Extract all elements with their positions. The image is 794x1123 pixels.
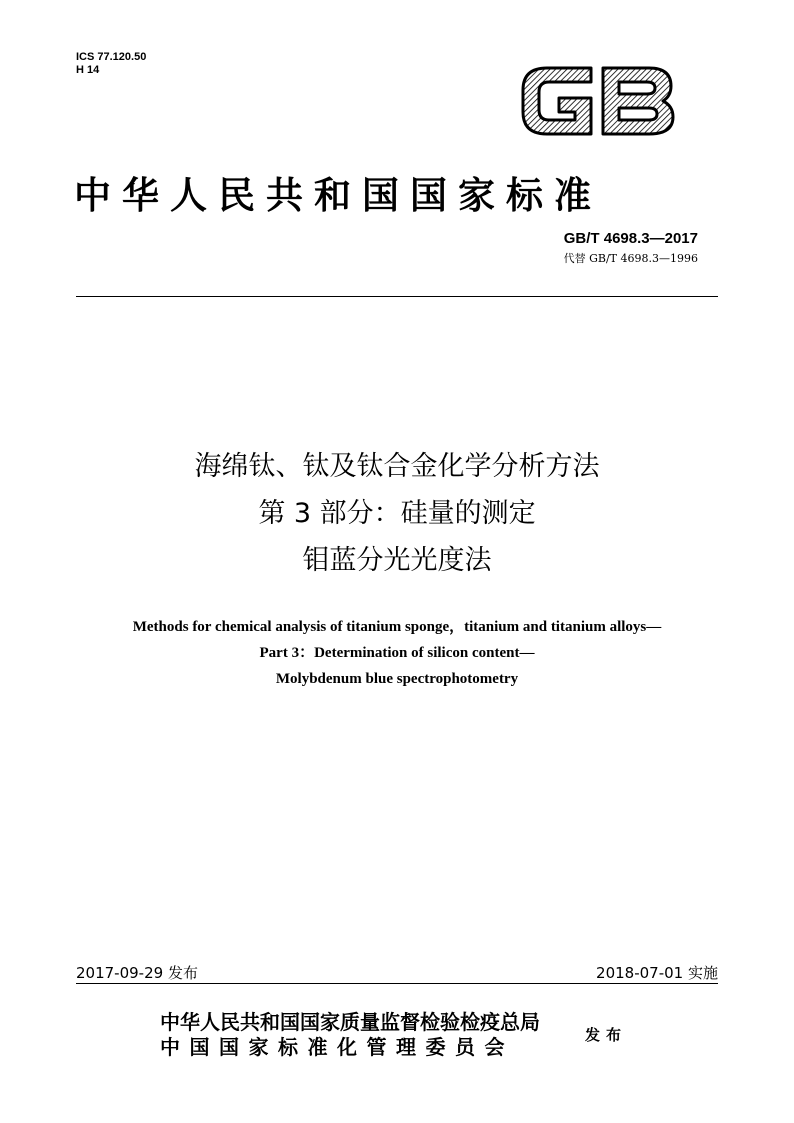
issuer-line-2: 中国国家标准化管理委员会 bbox=[160, 1035, 514, 1059]
english-title-line-1: Methods for chemical analysis of titanium sponge，titanium and titanium alloys— bbox=[132, 619, 662, 635]
classification-codes bbox=[76, 51, 146, 77]
top-divider bbox=[76, 296, 718, 297]
standard-number: GB/T 4698.3—2017 bbox=[563, 230, 698, 247]
chinese-title-line-3: 钼蓝分光光度法 bbox=[302, 545, 492, 576]
issuing-authorities bbox=[160, 1010, 540, 1060]
chinese-title bbox=[0, 443, 794, 584]
ics-code: ICS 77.120.50 bbox=[76, 51, 147, 63]
replaces-standard: 代替 GB/T 4698.3—1996 bbox=[563, 252, 698, 265]
english-title-line-3: Molybdenum blue spectrophotometry bbox=[275, 671, 519, 687]
implementation-date: 2018-07-01 实施 bbox=[596, 964, 718, 982]
ccs-code: H 14 bbox=[76, 64, 100, 76]
english-title bbox=[0, 614, 794, 692]
gb-logo-icon bbox=[519, 60, 677, 142]
issue-date: 2017-09-29 发布 bbox=[76, 964, 198, 982]
issuer-line-1: 中华人民共和国国家质量监督检验检疫总局 bbox=[160, 1010, 540, 1034]
english-title-line-2: Part 3：Determination of silicon content— bbox=[259, 645, 535, 661]
chinese-title-line-1: 海绵钛、钛及钛合金化学分析方法 bbox=[194, 451, 600, 482]
gb-logo bbox=[519, 60, 677, 142]
national-standard-title: 中华人民共和国国家标准 bbox=[74, 173, 602, 217]
publish-label: 发布 bbox=[585, 1026, 628, 1044]
chinese-title-line-2: 第 3 部分：硅量的测定 bbox=[258, 498, 536, 529]
bottom-divider bbox=[76, 983, 718, 984]
